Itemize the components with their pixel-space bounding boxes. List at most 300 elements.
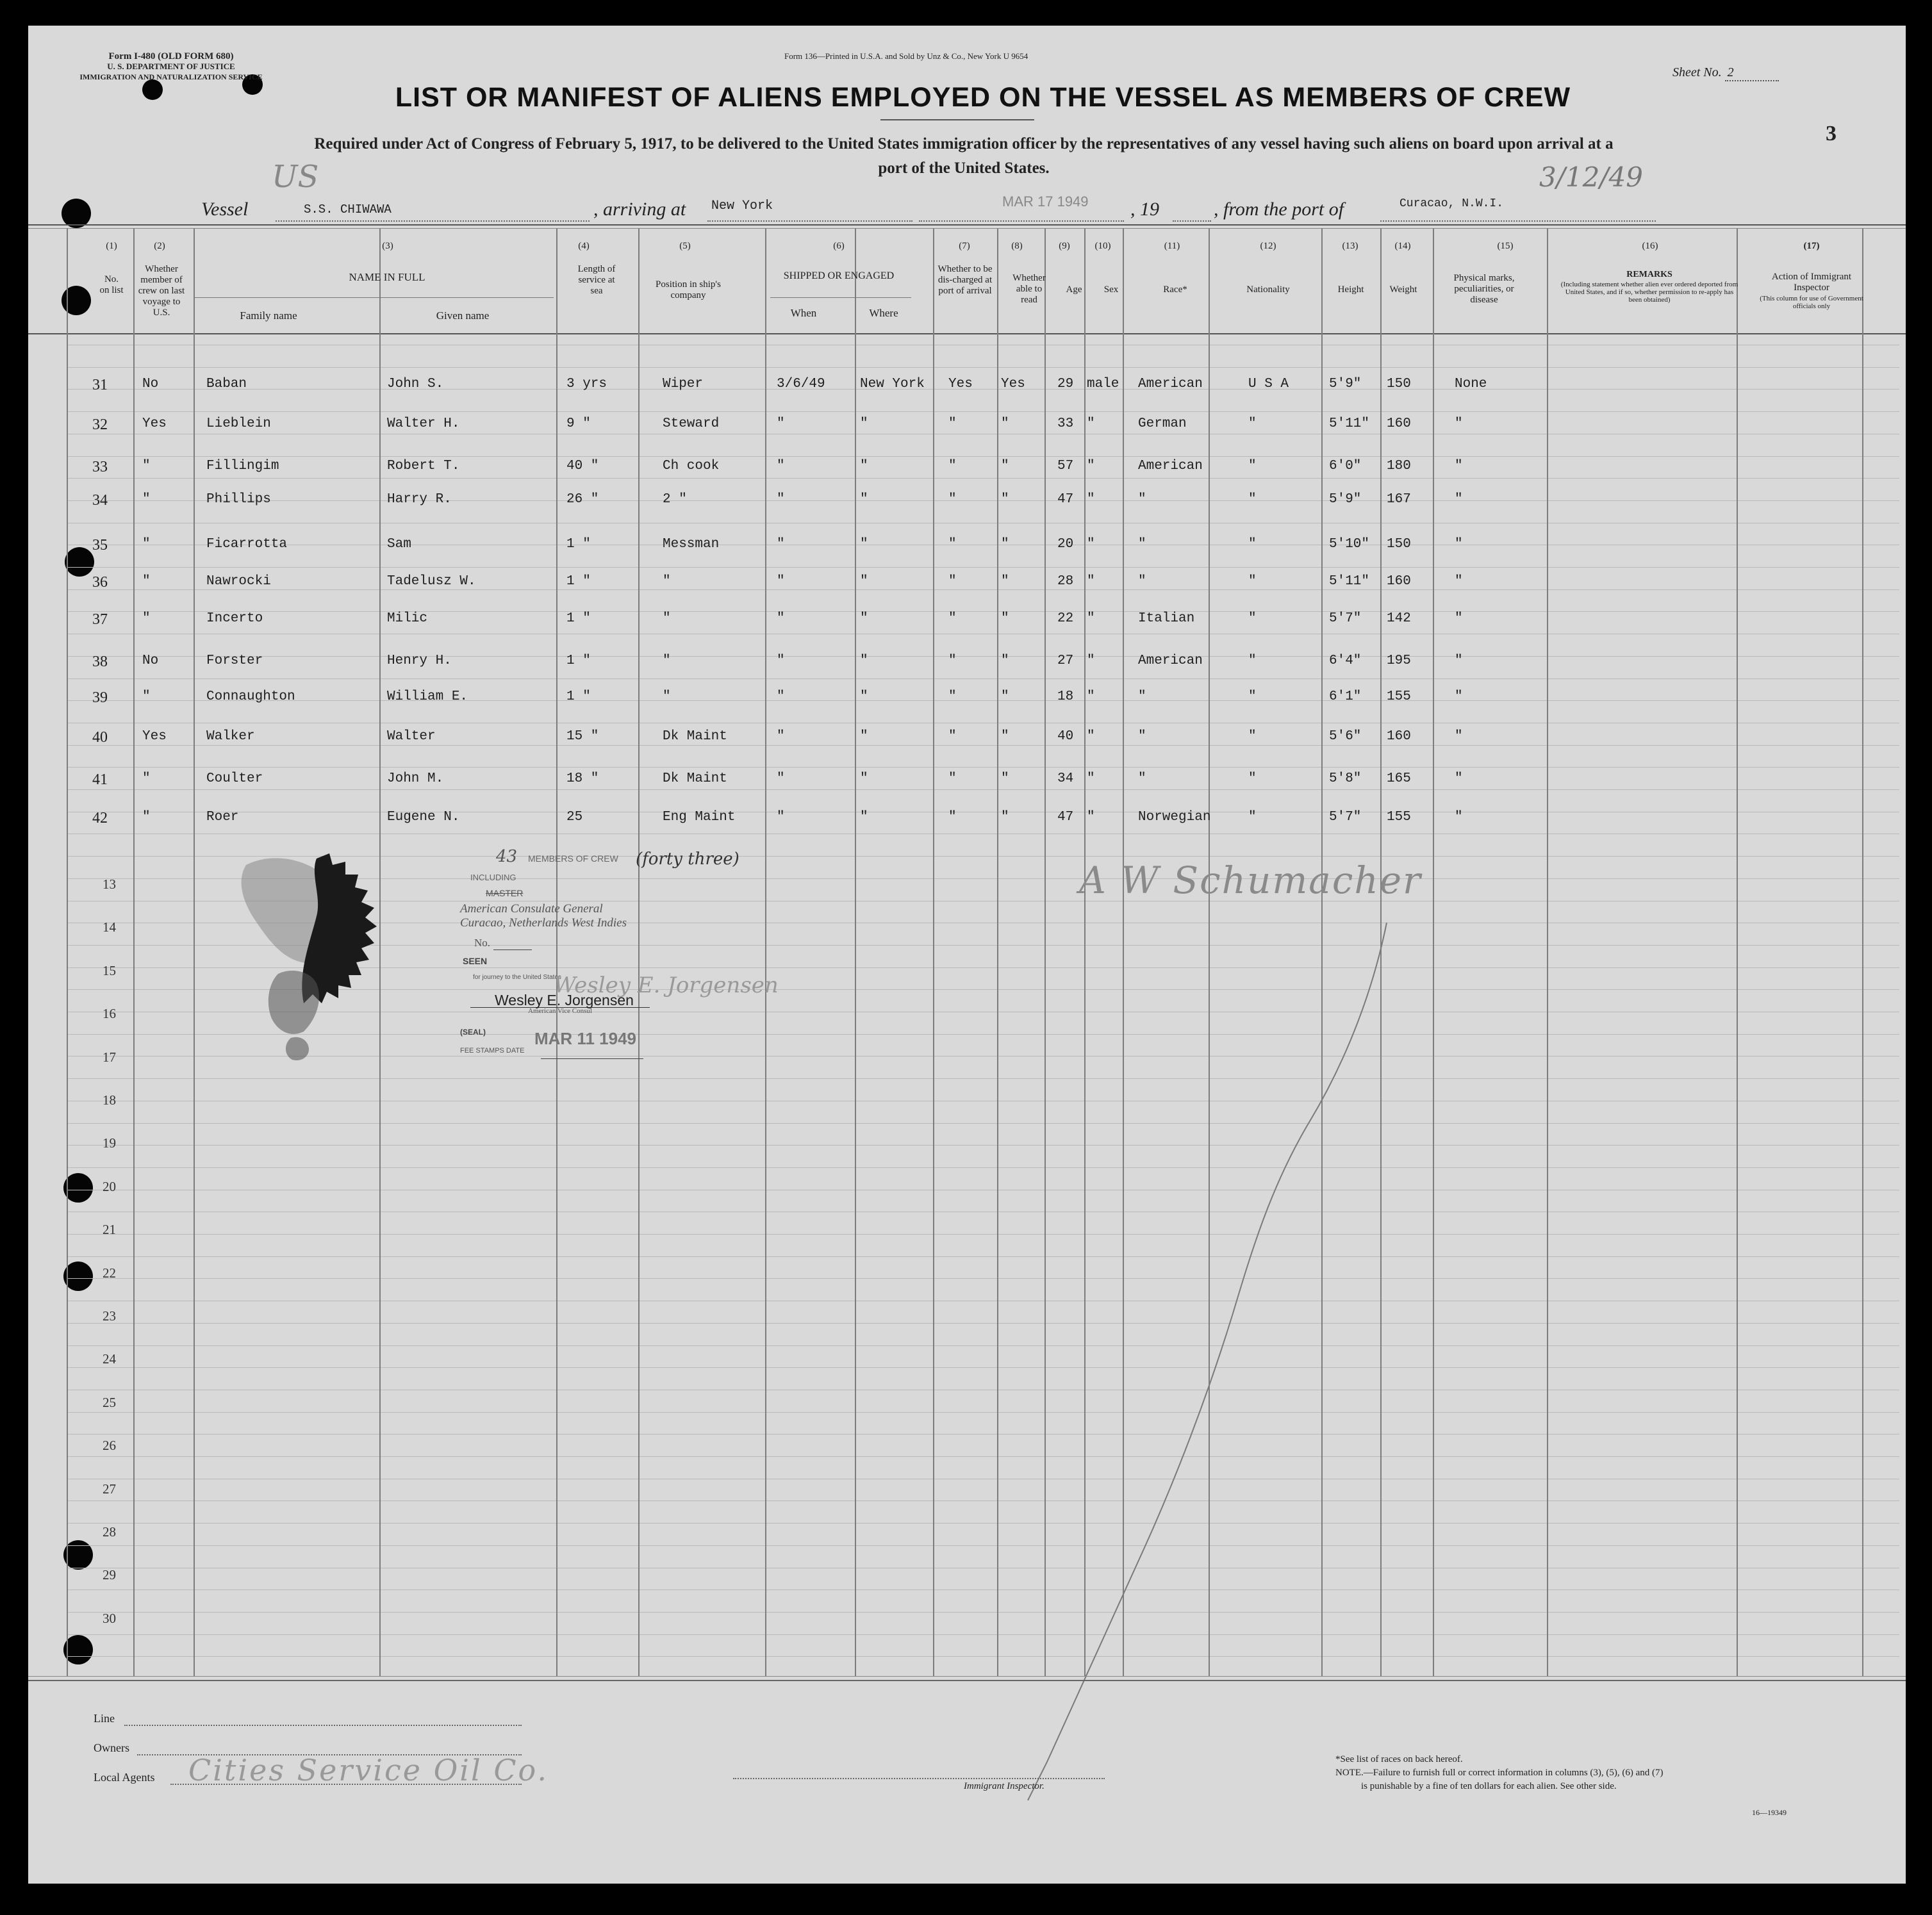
cell-height: 6'4" [1329, 653, 1362, 668]
cell-where: " [860, 810, 868, 825]
cell-given: Henry H. [387, 653, 452, 668]
cell-service: 40 " [566, 459, 599, 473]
cell-nationality: " [1248, 459, 1257, 473]
col-header-given: Given name [436, 309, 490, 322]
row-rule [67, 500, 1899, 501]
cell-prev: Yes [142, 416, 167, 431]
cell-weight: 165 [1387, 771, 1411, 786]
cell-no: 39 [92, 689, 108, 706]
year-label: , 19 [1130, 199, 1159, 220]
row-number: 23 [103, 1308, 116, 1324]
arriving-label: , arriving at [593, 199, 686, 220]
col-header-where: Where [869, 307, 898, 319]
cell-family: Fillingim [206, 459, 279, 473]
cell-given: Tadelusz W. [387, 574, 476, 589]
vessel-label: Vessel [201, 199, 249, 220]
cell-nationality: " [1248, 810, 1257, 825]
cell-height: 5'8" [1329, 771, 1362, 786]
cell-nationality: " [1248, 416, 1257, 431]
cell-prev: " [142, 611, 151, 626]
row-rule [67, 745, 1899, 746]
header-rule [28, 333, 1906, 334]
cell-nationality: " [1248, 537, 1257, 552]
cell-family: Lieblein [206, 416, 271, 431]
cell-marks: " [1455, 459, 1463, 473]
cell-position: Dk Maint [663, 771, 727, 786]
column-rule [67, 228, 68, 1676]
row-number: 24 [103, 1351, 116, 1367]
cell-prev: No [142, 653, 159, 668]
row-number: 26 [103, 1438, 116, 1454]
cell-when: 3/6/49 [777, 377, 825, 391]
shipped-rule [770, 297, 911, 298]
cell-when: " [777, 689, 785, 704]
cell-prev: " [142, 771, 151, 786]
colnum: (15) [1497, 241, 1514, 251]
cell-nationality: " [1248, 611, 1257, 626]
cell-read: " [1001, 611, 1009, 626]
cell-race: Norwegian [1138, 810, 1211, 825]
cell-family: Roer [206, 810, 239, 825]
col-header-read: Whether able to read [1012, 273, 1046, 305]
row-rule [67, 678, 1899, 679]
year-dotline [1173, 220, 1211, 222]
form-id-line: Form I-480 (OLD FORM 680) [108, 51, 234, 62]
stamp-including: INCLUDING [470, 873, 516, 882]
cell-where: " [860, 416, 868, 431]
colnum: (6) [833, 241, 845, 251]
cell-prev: " [142, 459, 151, 473]
row-rule [67, 367, 1899, 368]
agent-signature: Cities Service Oil Co. [188, 1753, 549, 1788]
colnum: (7) [959, 241, 970, 251]
col-header-when: When [790, 307, 817, 319]
row-rule [67, 611, 1899, 612]
cell-sex: " [1087, 653, 1095, 668]
header-rule [28, 228, 1906, 229]
name-rule [195, 297, 554, 298]
cell-when: " [777, 416, 785, 431]
punch-hole [142, 79, 163, 100]
colnum: (11) [1164, 241, 1180, 251]
cell-height: 5'11" [1329, 416, 1370, 431]
cell-marks: " [1455, 611, 1463, 626]
cell-discharged: Yes [948, 377, 973, 391]
cell-sex: " [1087, 537, 1095, 552]
cell-given: Eugene N. [387, 810, 460, 825]
col-header-weight: Weight [1389, 284, 1417, 295]
row-number: 15 [103, 962, 116, 978]
cell-when: " [777, 810, 785, 825]
row-rule [67, 567, 1899, 568]
column-rule [1862, 228, 1863, 1676]
cell-sex: " [1087, 459, 1095, 473]
footer-note-line: *See list of races on back hereof. [1335, 1754, 1463, 1764]
cell-prev: " [142, 537, 151, 552]
cell-service: 15 " [566, 729, 599, 744]
stamp-members: MEMBERS OF CREW [528, 853, 618, 864]
cell-when: " [777, 537, 785, 552]
cell-family: Baban [206, 377, 247, 391]
cell-nationality: " [1248, 574, 1257, 589]
column-rule [133, 228, 135, 1676]
cell-weight: 180 [1387, 459, 1411, 473]
colnum: (14) [1394, 241, 1411, 251]
cell-service: 1 " [566, 537, 591, 552]
row-rule [67, 767, 1899, 768]
colnum: (4) [578, 241, 590, 251]
cell-sex: " [1087, 611, 1095, 626]
cell-no: 35 [92, 537, 108, 554]
cell-age: 27 [1057, 653, 1074, 668]
footer-inspector-label: Immigrant Inspector. [964, 1781, 1044, 1791]
col-header-remarks: REMARKS [1626, 270, 1672, 279]
cell-service: 18 " [566, 771, 599, 786]
column-rule [1737, 228, 1738, 1676]
cell-height: 6'0" [1329, 459, 1362, 473]
row-number: 30 [103, 1610, 116, 1626]
row-number: 27 [103, 1481, 116, 1497]
stamp-consulate: American Consulate General [460, 902, 603, 916]
column-rule [855, 228, 856, 1676]
cell-when: " [777, 459, 785, 473]
cell-read: " [1001, 810, 1009, 825]
cell-position: " [663, 574, 671, 589]
cell-discharged: " [948, 611, 957, 626]
cell-no: 33 [92, 459, 108, 475]
cell-discharged: " [948, 689, 957, 704]
stamp-seal: (SEAL) [460, 1028, 486, 1037]
cell-sex: " [1087, 492, 1095, 507]
cell-position: " [663, 689, 671, 704]
cell-service: 25 [566, 810, 583, 825]
row-rule [67, 656, 1899, 657]
cell-no: 40 [92, 729, 108, 746]
cell-read: Yes [1001, 377, 1025, 391]
footer-owners-label: Owners [94, 1741, 129, 1754]
cell-discharged: " [948, 729, 957, 744]
from-port-label: , from the port of [1214, 199, 1344, 220]
cell-read: " [1001, 492, 1009, 507]
row-number: 28 [103, 1524, 116, 1540]
row-rule [67, 456, 1899, 457]
row-number: 25 [103, 1394, 116, 1410]
cell-no: 38 [92, 653, 108, 670]
cell-service: 3 yrs [566, 377, 607, 391]
cell-no: 41 [92, 771, 108, 788]
form-id [65, 51, 277, 82]
row-number: 14 [103, 919, 116, 935]
cell-given: Milic [387, 611, 428, 626]
cell-age: 33 [1057, 416, 1074, 431]
cell-service: 9 " [566, 416, 591, 431]
inspector-sign-field [733, 1778, 1105, 1779]
row-number: 21 [103, 1222, 116, 1238]
form-id-line: IMMIGRATION AND NATURALIZATION SERVICE [79, 72, 263, 81]
cell-position: Messman [663, 537, 720, 552]
stamp-seen: SEEN [463, 956, 488, 966]
col-header-age: Age [1066, 284, 1082, 295]
sheet-label: Sheet No. [1672, 65, 1722, 79]
col-header-action: Action of Immigrant Inspector [1771, 272, 1852, 293]
cell-nationality: " [1248, 771, 1257, 786]
title-rule [880, 119, 1034, 120]
cell-race: " [1138, 689, 1146, 704]
date-dotline [919, 220, 1124, 222]
cell-discharged: " [948, 810, 957, 825]
col-header-name: NAME IN FULL [349, 271, 425, 283]
footer-line-field [124, 1725, 522, 1726]
colnum: (12) [1260, 241, 1276, 251]
col-header-height: Height [1337, 284, 1364, 295]
footer-note-line: is punishable by a fine of ten dollars for each alien. See other side. [1361, 1781, 1617, 1791]
stamp-fee: FEE STAMPS DATE [460, 1047, 525, 1055]
cell-position: Eng Maint [663, 810, 736, 825]
col-header-nationality: Nationality [1246, 284, 1290, 295]
row-rule [67, 789, 1899, 790]
cell-sex: " [1087, 689, 1095, 704]
punch-hole [65, 547, 94, 577]
stamp-master: MASTER [486, 888, 524, 898]
colnum: (5) [679, 241, 691, 251]
cell-height: 5'9" [1329, 492, 1362, 507]
cell-age: 47 [1057, 492, 1074, 507]
sheet-number [1672, 65, 1779, 81]
row-rule [67, 411, 1899, 412]
cell-discharged: " [948, 459, 957, 473]
row-number: 13 [103, 876, 116, 892]
cell-given: Walter [387, 729, 436, 744]
col-header-race: Race* [1163, 284, 1187, 295]
colnum: (2) [154, 241, 165, 251]
cell-age: 34 [1057, 771, 1074, 786]
cell-no: 42 [92, 810, 108, 826]
cell-height: 5'10" [1329, 537, 1370, 552]
col-header-shipped: SHIPPED OR ENGAGED [783, 270, 895, 281]
row-number: 29 [103, 1567, 116, 1583]
cell-race: " [1138, 492, 1146, 507]
cell-given: Walter H. [387, 416, 460, 431]
cell-height: 6'1" [1329, 689, 1362, 704]
cell-family: Walker [206, 729, 255, 744]
cell-where: " [860, 574, 868, 589]
colnum: (16) [1642, 241, 1658, 251]
subtitle-line: port of the United States. [878, 160, 1050, 177]
header-rule [28, 224, 1906, 226]
cell-no: 34 [92, 492, 108, 509]
cell-age: 18 [1057, 689, 1074, 704]
cell-marks: " [1455, 492, 1463, 507]
stamp-fee-line [541, 1058, 643, 1059]
cell-given: Sam [387, 537, 411, 552]
punch-hole [62, 286, 91, 315]
cell-position: " [663, 653, 671, 668]
colnum: (3) [382, 241, 393, 251]
cell-no: 37 [92, 611, 108, 628]
vessel-line [201, 193, 1739, 227]
cell-sex: " [1087, 771, 1095, 786]
from-dotline [1380, 220, 1656, 222]
arrival-stamp-date: MAR 17 1949 [1002, 193, 1089, 210]
cell-age: 28 [1057, 574, 1074, 589]
vessel-dotline [276, 220, 590, 222]
row-number: 20 [103, 1178, 116, 1194]
cell-when: " [777, 771, 785, 786]
cell-race: " [1138, 729, 1146, 744]
cell-age: 22 [1057, 611, 1074, 626]
cell-no: 31 [92, 377, 108, 393]
cell-family: Connaughton [206, 689, 295, 704]
cell-height: 5'9" [1329, 377, 1362, 391]
cell-family: Coulter [206, 771, 263, 786]
col-header-prev-voyage: Whether member of crew on last voyage to U.S. [138, 264, 185, 318]
pen-stroke-icon [951, 910, 1399, 1807]
cell-where: " [860, 611, 868, 626]
arriving-port: New York [711, 199, 773, 213]
cell-prev: " [142, 574, 151, 589]
col-header-position: Position in ship's company [656, 279, 721, 300]
cell-marks: " [1455, 771, 1463, 786]
colnum: (13) [1342, 241, 1358, 251]
cell-read: " [1001, 574, 1009, 589]
cell-discharged: " [948, 492, 957, 507]
cell-race: " [1138, 574, 1146, 589]
cell-read: " [1001, 537, 1009, 552]
cell-sex: " [1087, 416, 1095, 431]
cell-read: " [1001, 653, 1009, 668]
inspector-signature: A W Schumacher [1079, 859, 1422, 902]
cell-weight: 150 [1387, 377, 1411, 391]
stamp-no-line [493, 949, 532, 950]
stamp-count: 43 [496, 847, 518, 866]
form-id-line: U. S. DEPARTMENT OF JUSTICE [107, 62, 235, 71]
cell-prev: Yes [142, 729, 167, 744]
cell-age: 29 [1057, 377, 1074, 391]
cell-given: Robert T. [387, 459, 460, 473]
cell-where: " [860, 459, 868, 473]
cell-sex: male [1087, 377, 1119, 391]
cell-no: 36 [92, 574, 108, 591]
cell-nationality: " [1248, 492, 1257, 507]
cell-service: 1 " [566, 653, 591, 668]
cell-race: American [1138, 459, 1203, 473]
cell-nationality: " [1248, 653, 1257, 668]
colnum: (8) [1011, 241, 1023, 251]
consul-signature: Wesley E. Jorgensen [554, 973, 779, 998]
cell-age: 40 [1057, 729, 1074, 744]
cell-read: " [1001, 459, 1009, 473]
cell-race: " [1138, 771, 1146, 786]
stamp-handwritten-count: (forty three) [636, 850, 739, 869]
cell-given: William E. [387, 689, 468, 704]
row-rule [67, 478, 1899, 479]
cell-age: 47 [1057, 810, 1074, 825]
col-header-sex: Sex [1103, 284, 1119, 295]
cell-given: John M. [387, 771, 444, 786]
cell-family: Phillips [206, 492, 271, 507]
cell-position: Steward [663, 416, 720, 431]
cell-family: Ficarrotta [206, 537, 288, 552]
col-header-remarks-note: (Including statement whether alien ever ordered deported from United States, and if so, whether permission to re-apply has been obtained) [1560, 281, 1738, 304]
cell-race: " [1138, 537, 1146, 552]
cell-discharged: " [948, 537, 957, 552]
stamp-consul-title: American Vice Consul [528, 1007, 592, 1015]
column-rule [194, 228, 195, 1676]
cell-height: 5'7" [1329, 810, 1362, 825]
row-rule [67, 700, 1899, 701]
cell-height: 5'6" [1329, 729, 1362, 744]
from-port: Curacao, N.W.I. [1399, 197, 1504, 210]
cell-sex: " [1087, 810, 1095, 825]
cell-prev: No [142, 377, 159, 391]
row-number: 18 [103, 1092, 116, 1108]
colnum: (1) [106, 241, 117, 251]
cell-when: " [777, 729, 785, 744]
cell-where: " [860, 689, 868, 704]
cell-when: " [777, 492, 785, 507]
column-rule [1547, 228, 1548, 1676]
stamp-no: No. [474, 937, 491, 949]
col-header-no: No. on list [99, 274, 124, 295]
row-number: 16 [103, 1006, 116, 1022]
cell-nationality: U S A [1248, 377, 1289, 391]
footer-rule [28, 1676, 1906, 1677]
form-code: 16—19349 [1752, 1808, 1787, 1817]
cell-weight: 160 [1387, 574, 1411, 589]
cell-weight: 195 [1387, 653, 1411, 668]
cell-where: " [860, 771, 868, 786]
cell-weight: 160 [1387, 416, 1411, 431]
cell-sex: " [1087, 574, 1095, 589]
cell-position: Wiper [663, 377, 704, 391]
stamp-consulate: Curacao, Netherlands West Indies [460, 916, 627, 930]
cell-marks: " [1455, 653, 1463, 668]
arriving-dotline [707, 220, 912, 222]
footer-rule [28, 1680, 1906, 1681]
sheet-no-value: 2 [1725, 65, 1779, 81]
cell-service: 1 " [566, 689, 591, 704]
cell-weight: 155 [1387, 689, 1411, 704]
cell-age: 20 [1057, 537, 1074, 552]
cell-weight: 167 [1387, 492, 1411, 507]
cell-nationality: " [1248, 729, 1257, 744]
cell-given: John S. [387, 377, 444, 391]
cell-where: " [860, 537, 868, 552]
cell-weight: 160 [1387, 729, 1411, 744]
cell-service: 1 " [566, 611, 591, 626]
cell-prev: " [142, 492, 151, 507]
cell-weight: 142 [1387, 611, 1411, 626]
cell-marks: " [1455, 810, 1463, 825]
row-number: 19 [103, 1135, 116, 1151]
colnum: (10) [1094, 241, 1111, 251]
cell-service: 1 " [566, 574, 591, 589]
row-number: 17 [103, 1049, 116, 1065]
col-header-marks: Physical marks, peculiarities, or disease [1453, 273, 1515, 305]
cell-read: " [1001, 689, 1009, 704]
seal-impression-icon [220, 846, 432, 1083]
cell-age: 57 [1057, 459, 1074, 473]
cell-discharged: " [948, 653, 957, 668]
manifest-sheet [28, 26, 1906, 1884]
cell-marks: " [1455, 537, 1463, 552]
cell-family: Incerto [206, 611, 263, 626]
stamp-consul-name: Wesley E. Jorgensen [495, 992, 634, 1008]
handwritten-us: US [272, 159, 319, 195]
row-rule [67, 589, 1899, 590]
cell-no: 32 [92, 416, 108, 433]
cell-weight: 150 [1387, 537, 1411, 552]
